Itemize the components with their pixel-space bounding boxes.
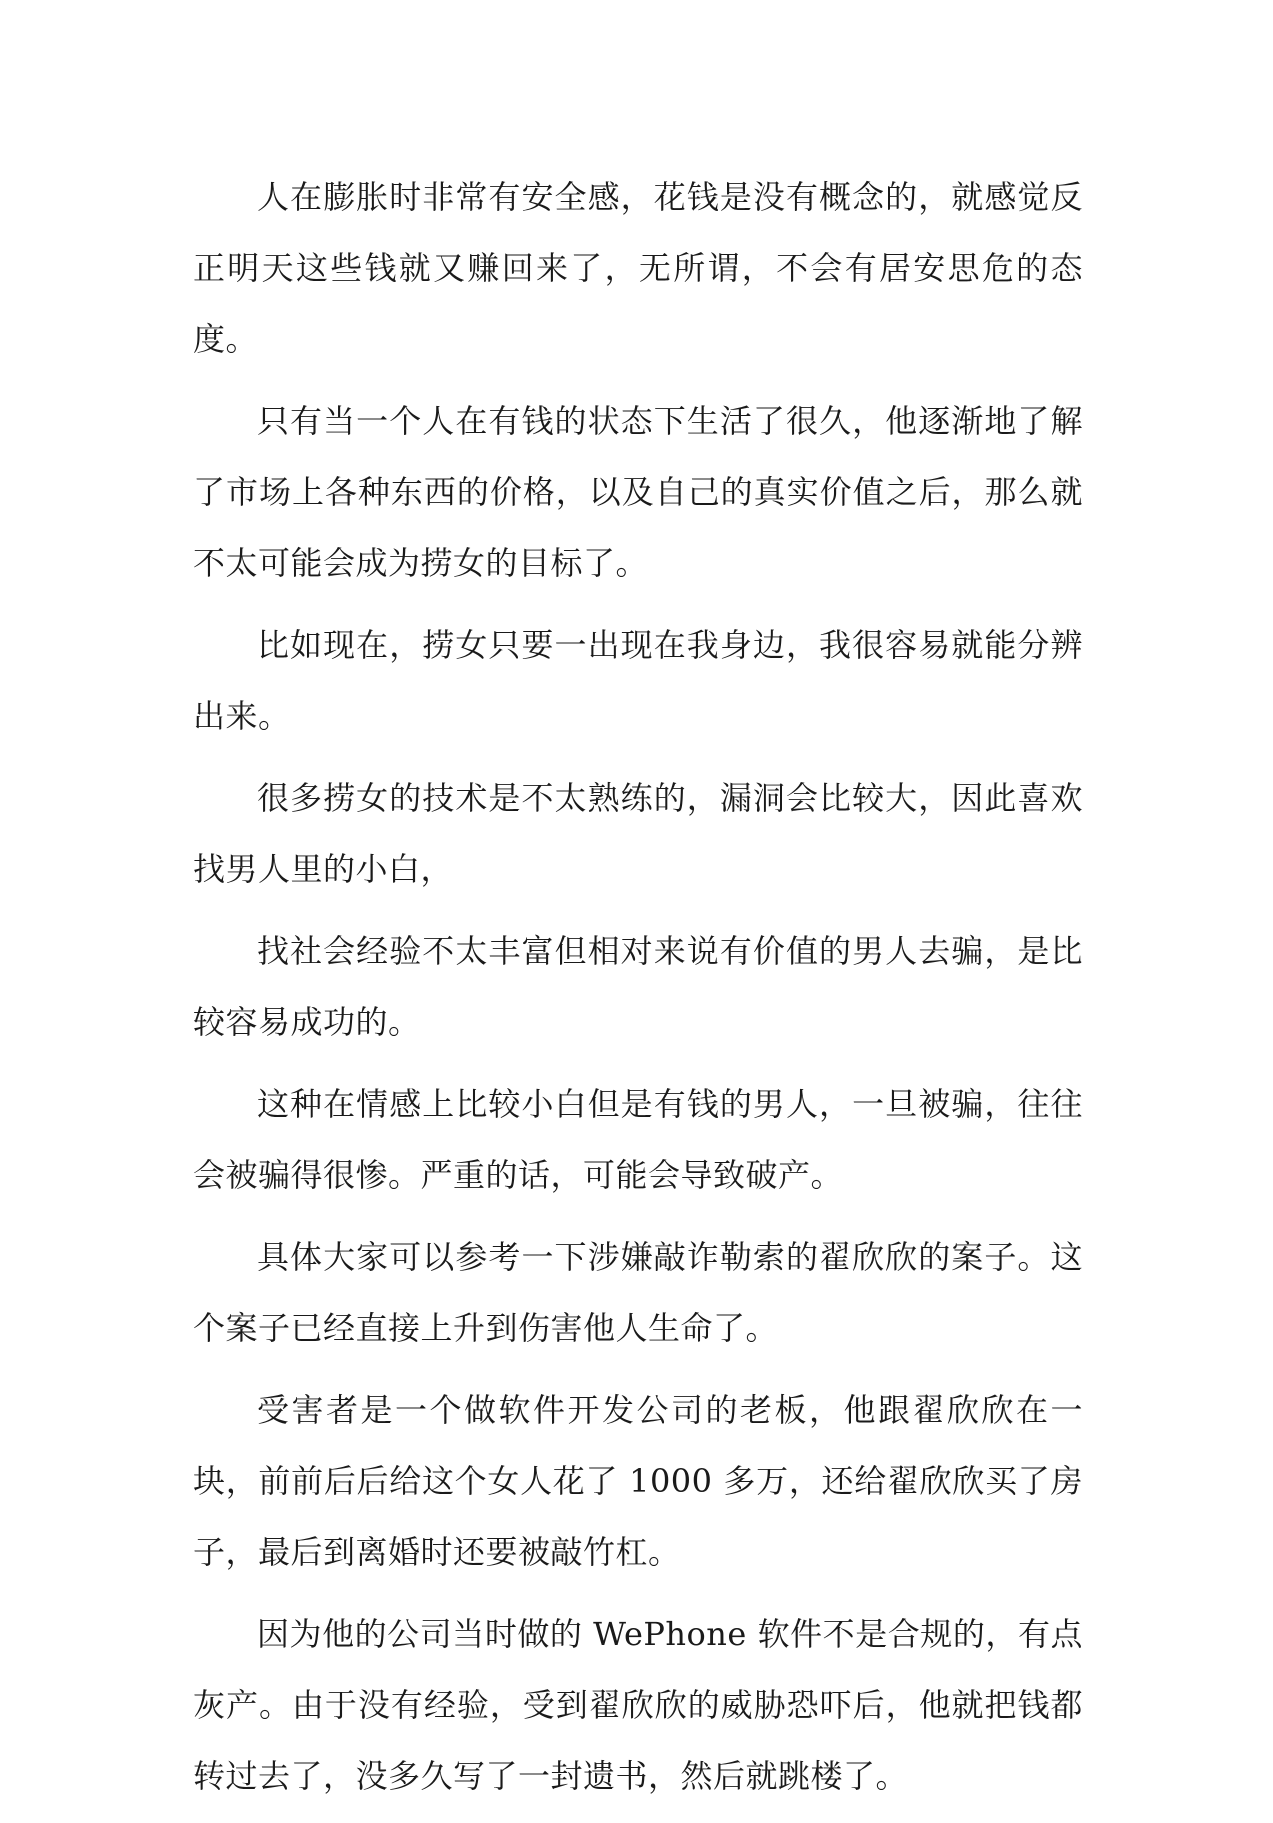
paragraph: 因为他的公司当时做的 WePhone 软件不是合规的，有点灰产。由于没有经验，受到翟欣欣的威胁恐吓后，他就把钱都转过去了，没多久写了一封遗书，然后就跳楼了。 — [193, 1615, 1083, 1795]
paragraph: 受害者是一个做软件开发公司的老板，他跟翟欣欣在一块，前前后后给这个女人花了 1000 多万，还给翟欣欣买了房子，最后到离婚时还要被敲竹杠。 — [193, 1391, 1083, 1571]
document-body — [193, 162, 1083, 1823]
paragraph: 人在膨胀时非常有安全感，花钱是没有概念的，就感觉反正明天这些钱就又赚回来了，无所谓，不会有居安思危的态度。 — [193, 178, 1083, 358]
paragraph: 很多捞女的技术是不太熟练的，漏洞会比较大，因此喜欢找男人里的小白， — [193, 779, 1083, 888]
paragraph: 比如现在，捞女只要一出现在我身边，我很容易就能分辨出来。 — [193, 626, 1083, 735]
paragraph: 这种在情感上比较小白但是有钱的男人，一旦被骗，往往会被骗得很惨。严重的话，可能会导致破产。 — [193, 1085, 1083, 1194]
paragraph: 具体大家可以参考一下涉嫌敲诈勒索的翟欣欣的案子。这个案子已经直接上升到伤害他人生命了。 — [193, 1238, 1083, 1347]
paragraph: 找社会经验不太丰富但相对来说有价值的男人去骗，是比较容易成功的。 — [193, 932, 1083, 1041]
paragraph: 只有当一个人在有钱的状态下生活了很久，他逐渐地了解了市场上各种东西的价格，以及自己的真实价值之后，那么就不太可能会成为捞女的目标了。 — [193, 402, 1083, 582]
